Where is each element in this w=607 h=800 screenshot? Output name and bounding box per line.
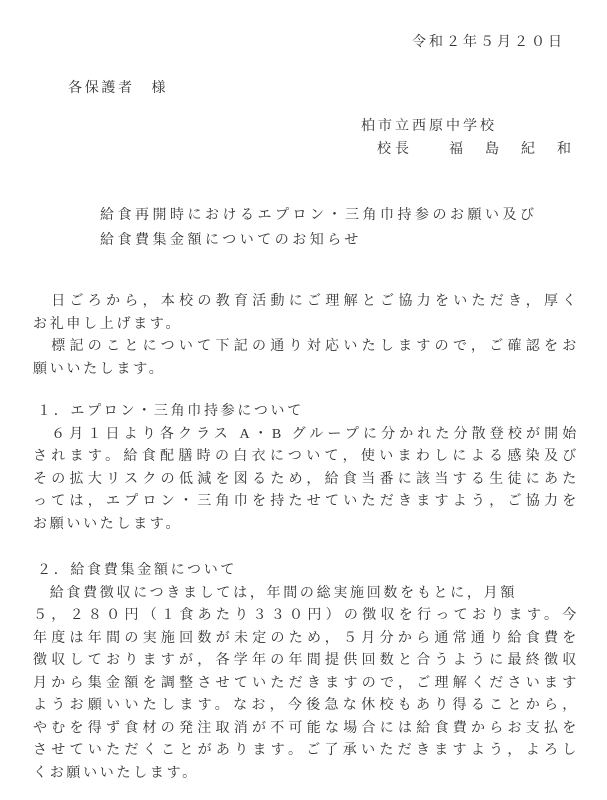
document-date: 令和２年５月２０日 <box>412 35 565 50</box>
section-lunch-fee <box>33 560 579 785</box>
text-line: ６月１日より各クラス A・B グループに分かれた分散登校が開始 <box>33 426 579 442</box>
text-line: くお願いいたします。 <box>33 765 199 781</box>
text-line: されます。給食配膳時の白衣について，使いまわしによる感染及び <box>33 449 579 464</box>
intro-paragraph <box>33 291 579 381</box>
text-line: お礼申し上げます。 <box>33 316 183 332</box>
text-line: っては，エプロン・三角巾を持たせていただきますよう，ご協力を <box>33 494 579 509</box>
document-title <box>100 203 538 253</box>
sender-principal-name: 校長 福 島 紀 和 <box>377 142 575 157</box>
text-line: 願いいたします。 <box>33 361 166 377</box>
section-lunch-fee-heading: ２．給食費集金額について <box>37 563 238 578</box>
text-line: やむを得ず食材の発注取消が不可能な場合には給食費からお支払を <box>33 720 579 736</box>
sender-school-name: 柏市立西原中学校 <box>361 119 497 134</box>
text-line: ようお願いいたします。なお，今後急な休校もあり得ることから， <box>33 698 579 713</box>
document-title-line-2: 給食費集金額についてのお知らせ <box>100 233 362 248</box>
text-line: ５，２８０円（１食あたり３３０円）の徴収を行っております。今 <box>33 608 579 623</box>
text-line: 給食費徴収につきましては，年間の総実施回数をもとに，月額 <box>33 585 518 601</box>
text-line: 日ごろから，本校の教育活動にご理解とご協力をいただき，厚く <box>33 294 579 309</box>
recipient-name: 各保護者 様 <box>68 81 169 96</box>
text-line: 年度は年間の実施回数が未定のため，５月分から通常通り給食費を <box>33 630 579 646</box>
text-line: お願いいたします。 <box>33 516 183 532</box>
text-line: その拡大リスクの低減を図るため，給食当番に該当する生徒にあた <box>33 471 579 487</box>
text-line: 月から集金額を調整させていただきますので，ご理解くださいます <box>33 675 579 691</box>
text-line: 徴収しておりますが，各学年の年間提供回数と合うように最終徴収 <box>33 653 579 668</box>
text-line: 標記のことについて下記の通り対応いたしますので，ご確認をお <box>33 339 579 354</box>
text-line: させていただくことがあります。ご了承いただきますよう，よろし <box>33 743 579 758</box>
document-title-line-1: 給食再開時におけるエプロン・三角巾持参のお願い及び <box>100 208 538 223</box>
section-apron <box>33 401 579 536</box>
section-apron-heading: １．エプロン・三角巾持参について <box>37 404 304 419</box>
